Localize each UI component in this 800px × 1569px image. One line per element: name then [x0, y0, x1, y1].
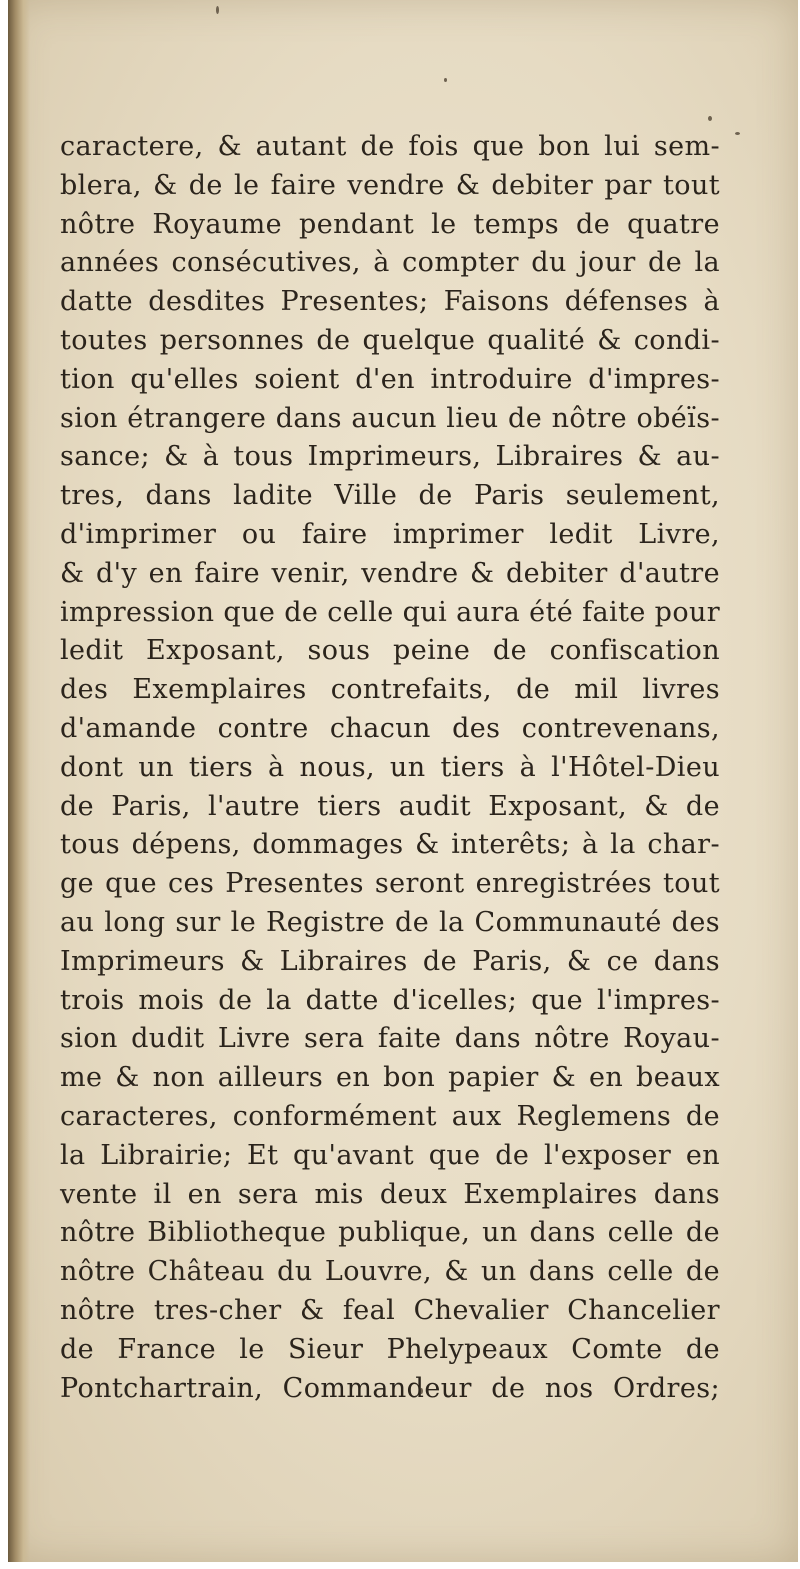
- text-line: nôtre Bibliotheque publique, un dans celle de: [60, 1217, 720, 1249]
- text-line: dont un tiers à nous, un tiers à l'Hôtel-Dieu: [60, 751, 720, 783]
- text-line: blera, & de le faire vendre & debiter par tout: [60, 169, 720, 201]
- text-line: la Librairie; Et qu'avant que de l'exposer en: [60, 1139, 720, 1171]
- text-line: trois mois de la datte d'icelles; que l'impres-: [60, 984, 720, 1016]
- text-line: toutes personnes de quelque qualité & condi-: [60, 324, 720, 356]
- paper-speck: [444, 78, 447, 82]
- paper-speck: [735, 132, 740, 135]
- text-line: années consécutives, à compter du jour de la: [60, 247, 720, 279]
- text-line: vente il en sera mis deux Exemplaires dans: [60, 1178, 720, 1210]
- text-line: d'imprimer ou faire imprimer ledit Livre,: [60, 518, 720, 550]
- paper-speck: [708, 116, 712, 121]
- book-binding-edge: [8, 0, 30, 1562]
- text-line: d'amande contre chacun des contrevenans,: [60, 712, 720, 744]
- text-line: des Exemplaires contrefaits, de mil livres: [60, 674, 720, 706]
- text-line: sion étrangere dans aucun lieu de nôtre obéïs-: [60, 402, 720, 434]
- text-line: nôtre tres-cher & feal Chevalier Chancelier: [60, 1294, 720, 1326]
- text-line: ge que ces Presentes seront enregistrées tout: [60, 868, 720, 900]
- text-line: au long sur le Registre de la Communauté des: [60, 906, 720, 938]
- text-line: tous dépens, dommages & interêts; à la char-: [60, 829, 720, 861]
- paper-speck: [216, 6, 219, 14]
- text-line: me & non ailleurs en bon papier & en beaux: [60, 1062, 720, 1094]
- text-line: sion dudit Livre sera faite dans nôtre Royau-: [60, 1023, 720, 1055]
- text-line: caracteres, conformément aux Reglemens de: [60, 1100, 720, 1132]
- text-line: de Paris, l'autre tiers audit Exposant, & de: [60, 790, 720, 822]
- text-line: ledit Exposant, sous peine de confiscation: [60, 635, 720, 667]
- document-text: [60, 128, 720, 1408]
- text-line: Pontchartrain, Commandeur de nos Ordres;: [60, 1372, 720, 1404]
- text-line: caractere, & autant de fois que bon lui sem-: [60, 131, 720, 162]
- text-line: impression que de celle qui aura été faite pour: [60, 596, 721, 628]
- text-line: tres, dans ladite Ville de Paris seulement,: [60, 480, 720, 512]
- text-line: nôtre Royaume pendant le temps de quatre: [60, 208, 720, 240]
- text-line: sance; & à tous Imprimeurs, Libraires & au-: [60, 441, 720, 473]
- text-line: datte desdites Presentes; Faisons défenses à: [60, 286, 720, 318]
- text-line: de France le Sieur Phelypeaux Comte de: [60, 1333, 720, 1365]
- text-line: Imprimeurs & Libraires de Paris, & ce dans: [60, 945, 720, 977]
- text-line: & d'y en faire venir, vendre & debiter d'autre: [60, 557, 720, 589]
- text-line: tion qu'elles soient d'en introduire d'impres-: [60, 363, 720, 395]
- text-line: nôtre Château du Louvre, & un dans celle de: [60, 1256, 720, 1288]
